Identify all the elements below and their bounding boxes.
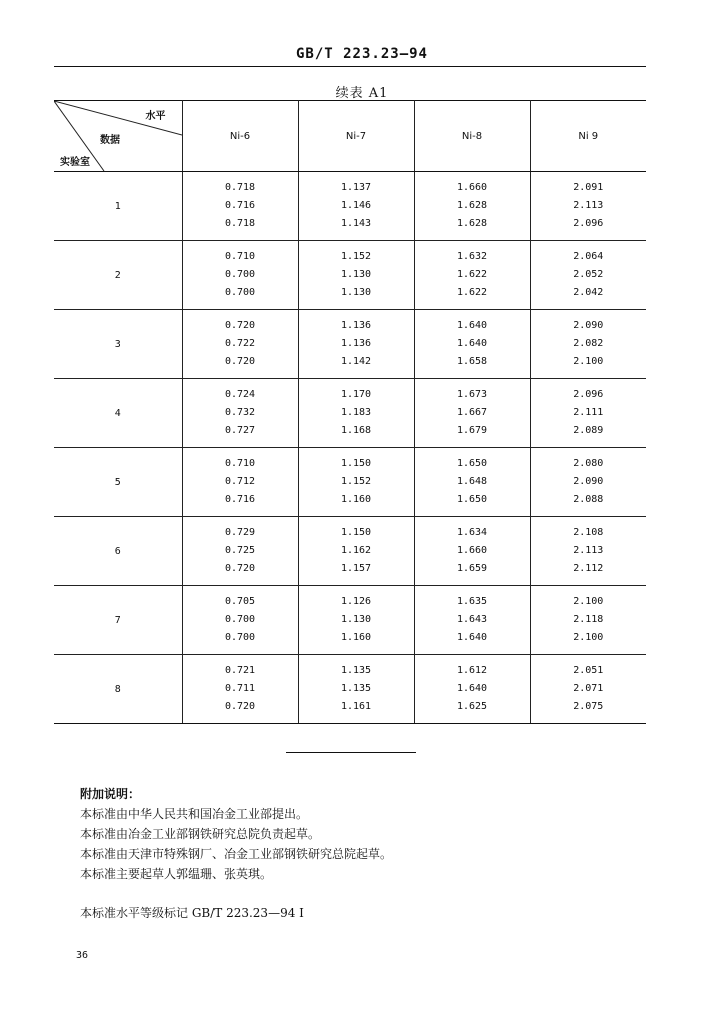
measurement-value: 1.136 (340, 320, 372, 331)
measurement-value: 0.720 (224, 356, 256, 367)
value-cell (530, 517, 646, 586)
diagonal-header-cell (54, 101, 182, 172)
measurement-value: 1.170 (340, 389, 372, 400)
end-rule (286, 752, 416, 753)
measurement-value: 1.640 (456, 632, 488, 643)
measurement-value: 0.718 (224, 182, 256, 193)
measurement-value: 1.152 (340, 476, 372, 487)
column-header: Ni-6 (182, 101, 298, 172)
table-row (54, 379, 646, 448)
measurement-value: 1.625 (456, 701, 488, 712)
measurement-value: 0.710 (224, 458, 256, 469)
diag-label-data: 数据 (100, 135, 120, 146)
measurement-value: 0.716 (224, 494, 256, 505)
value-cell (414, 655, 530, 724)
measurement-value: 1.634 (456, 527, 488, 538)
measurement-value: 1.612 (456, 665, 488, 676)
measurement-value: 1.135 (340, 683, 372, 694)
measurement-value: 2.118 (573, 614, 604, 625)
measurement-value: 0.720 (224, 563, 256, 574)
measurement-value: 1.150 (340, 458, 372, 469)
measurement-value: 0.700 (224, 287, 256, 298)
measurement-value: 0.700 (224, 614, 256, 625)
measurement-value: 1.161 (340, 701, 372, 712)
measurement-value: 2.089 (573, 425, 604, 436)
header-rule (54, 66, 646, 67)
measurement-value: 2.111 (573, 407, 604, 418)
lab-number-cell: 7 (54, 586, 182, 655)
lab-number-cell: 2 (54, 241, 182, 310)
additional-notes (80, 784, 392, 884)
measurement-value: 1.143 (340, 218, 372, 229)
measurement-value: 1.643 (456, 614, 488, 625)
value-cell (298, 586, 414, 655)
table-caption: 续表 A1 (335, 86, 389, 101)
measurement-value: 1.160 (340, 632, 372, 643)
lab-number-cell: 5 (54, 448, 182, 517)
measurement-value: 0.700 (224, 632, 256, 643)
measurement-value: 1.628 (456, 200, 488, 211)
lab-number-cell: 4 (54, 379, 182, 448)
notes-title: 附加说明： (80, 787, 141, 801)
measurement-value: 2.090 (573, 320, 604, 331)
measurement-value: 2.096 (573, 218, 604, 229)
measurement-value: 1.650 (456, 494, 488, 505)
table-row (54, 517, 646, 586)
measurement-value: 2.090 (573, 476, 604, 487)
measurement-value: 0.716 (224, 200, 256, 211)
value-cell (182, 241, 298, 310)
note-line: 本标准由天津市特殊钢厂、冶金工业部钢铁研究总院起草。 (80, 847, 393, 861)
measurement-value: 1.183 (340, 407, 372, 418)
measurement-value: 1.146 (340, 200, 372, 211)
measurement-value: 2.100 (573, 356, 604, 367)
measurement-value: 0.729 (224, 527, 256, 538)
measurement-value: 1.130 (340, 269, 372, 280)
table-header-row (54, 101, 646, 172)
column-header: Ni 9 (530, 101, 646, 172)
value-cell (298, 310, 414, 379)
measurement-value: 2.113 (573, 200, 604, 211)
value-cell (414, 241, 530, 310)
lab-number-cell: 1 (54, 172, 182, 241)
note-line: 本标准由冶金工业部钢铁研究总院负责起草。 (80, 827, 321, 841)
measurement-value: 0.720 (224, 320, 256, 331)
table-row (54, 310, 646, 379)
measurement-value: 2.052 (573, 269, 604, 280)
measurement-value: 2.042 (573, 287, 604, 298)
value-cell (414, 448, 530, 517)
measurement-value: 1.679 (456, 425, 488, 436)
table-row (54, 655, 646, 724)
value-cell (414, 586, 530, 655)
measurement-value: 1.632 (456, 251, 488, 262)
note-line: 本标准由中华人民共和国冶金工业部提出。 (80, 807, 309, 821)
value-cell (414, 379, 530, 448)
value-cell (298, 448, 414, 517)
value-cell (182, 517, 298, 586)
measurement-value: 2.112 (573, 563, 604, 574)
lab-number-cell: 6 (54, 517, 182, 586)
measurement-value: 0.712 (224, 476, 256, 487)
value-cell (182, 448, 298, 517)
measurement-value: 2.080 (573, 458, 604, 469)
measurement-value: 1.635 (456, 596, 488, 607)
measurement-value: 1.622 (456, 287, 488, 298)
value-cell (182, 172, 298, 241)
value-cell (414, 517, 530, 586)
value-cell (298, 172, 414, 241)
diag-label-lab: 实验室 (60, 157, 90, 168)
measurement-value: 1.162 (340, 545, 372, 556)
measurement-value: 2.100 (573, 632, 604, 643)
value-cell (530, 655, 646, 724)
value-cell (298, 655, 414, 724)
value-cell (182, 379, 298, 448)
column-header: Ni-7 (298, 101, 414, 172)
measurement-value: 1.622 (456, 269, 488, 280)
diag-label-level: 水平 (145, 111, 166, 122)
value-cell (414, 310, 530, 379)
value-cell (414, 172, 530, 241)
measurement-value: 1.640 (456, 338, 488, 349)
measurement-value: 1.150 (340, 527, 372, 538)
lab-number-cell: 3 (54, 310, 182, 379)
lab-number-cell: 8 (54, 655, 182, 724)
measurement-value: 2.064 (573, 251, 604, 262)
measurement-value: 2.096 (573, 389, 604, 400)
measurement-value: 0.725 (224, 545, 256, 556)
measurement-value: 2.051 (573, 665, 604, 676)
page-number: 36 (76, 950, 89, 961)
measurement-value: 1.130 (340, 614, 372, 625)
measurement-value: 1.130 (340, 287, 372, 298)
measurement-value: 1.660 (456, 182, 488, 193)
table-row (54, 586, 646, 655)
value-cell (182, 655, 298, 724)
value-cell (298, 379, 414, 448)
value-cell (182, 310, 298, 379)
value-cell (530, 586, 646, 655)
note-line: 本标准主要起草人郭缊珊、张英琪。 (80, 867, 273, 881)
measurement-value: 1.659 (456, 563, 488, 574)
measurement-value: 1.658 (456, 356, 488, 367)
value-cell (298, 241, 414, 310)
measurement-value: 0.720 (224, 701, 256, 712)
measurement-value: 2.091 (573, 182, 604, 193)
measurement-value: 1.137 (340, 182, 372, 193)
column-header: Ni-8 (414, 101, 530, 172)
measurement-value: 1.648 (456, 476, 488, 487)
measurement-value: 1.157 (340, 563, 372, 574)
measurement-value: 0.700 (224, 269, 256, 280)
measurement-value: 1.628 (456, 218, 488, 229)
measurement-value: 1.168 (340, 425, 372, 436)
measurement-value: 2.088 (573, 494, 604, 505)
value-cell (530, 448, 646, 517)
measurement-value: 2.071 (573, 683, 604, 694)
value-cell (530, 310, 646, 379)
measurement-value: 1.135 (340, 665, 372, 676)
measurement-value: 1.142 (340, 356, 372, 367)
measurement-value: 1.650 (456, 458, 488, 469)
data-table (54, 100, 646, 724)
measurement-value: 2.108 (573, 527, 604, 538)
measurement-value: 1.126 (340, 596, 372, 607)
measurement-value: 0.727 (224, 425, 256, 436)
table-row (54, 172, 646, 241)
table-row (54, 448, 646, 517)
measurement-value: 1.152 (340, 251, 372, 262)
level-mark: 本标准水平等级标记 GB/T 223.23—94 I (80, 906, 304, 920)
measurement-value: 0.732 (224, 407, 256, 418)
measurement-value: 0.705 (224, 596, 256, 607)
measurement-value: 0.710 (224, 251, 256, 262)
value-cell (530, 379, 646, 448)
value-cell (182, 586, 298, 655)
standard-header: GB/T 223.23—94 (295, 46, 428, 62)
measurement-value: 2.100 (573, 596, 604, 607)
measurement-value: 0.721 (224, 665, 256, 676)
measurement-value: 2.075 (573, 701, 604, 712)
measurement-value: 2.082 (573, 338, 604, 349)
measurement-value: 0.711 (224, 683, 256, 694)
table-body (54, 172, 646, 724)
measurement-value: 1.136 (340, 338, 372, 349)
measurement-value: 0.722 (224, 338, 256, 349)
measurement-value: 1.160 (340, 494, 372, 505)
measurement-value: 1.667 (456, 407, 488, 418)
measurement-value: 1.640 (456, 320, 488, 331)
measurement-value: 1.673 (456, 389, 488, 400)
measurement-value: 2.113 (573, 545, 604, 556)
value-cell (530, 172, 646, 241)
value-cell (298, 517, 414, 586)
value-cell (530, 241, 646, 310)
table-row (54, 241, 646, 310)
measurement-value: 0.718 (224, 218, 256, 229)
measurement-value: 0.724 (224, 389, 256, 400)
measurement-value: 1.640 (456, 683, 488, 694)
measurement-value: 1.660 (456, 545, 488, 556)
